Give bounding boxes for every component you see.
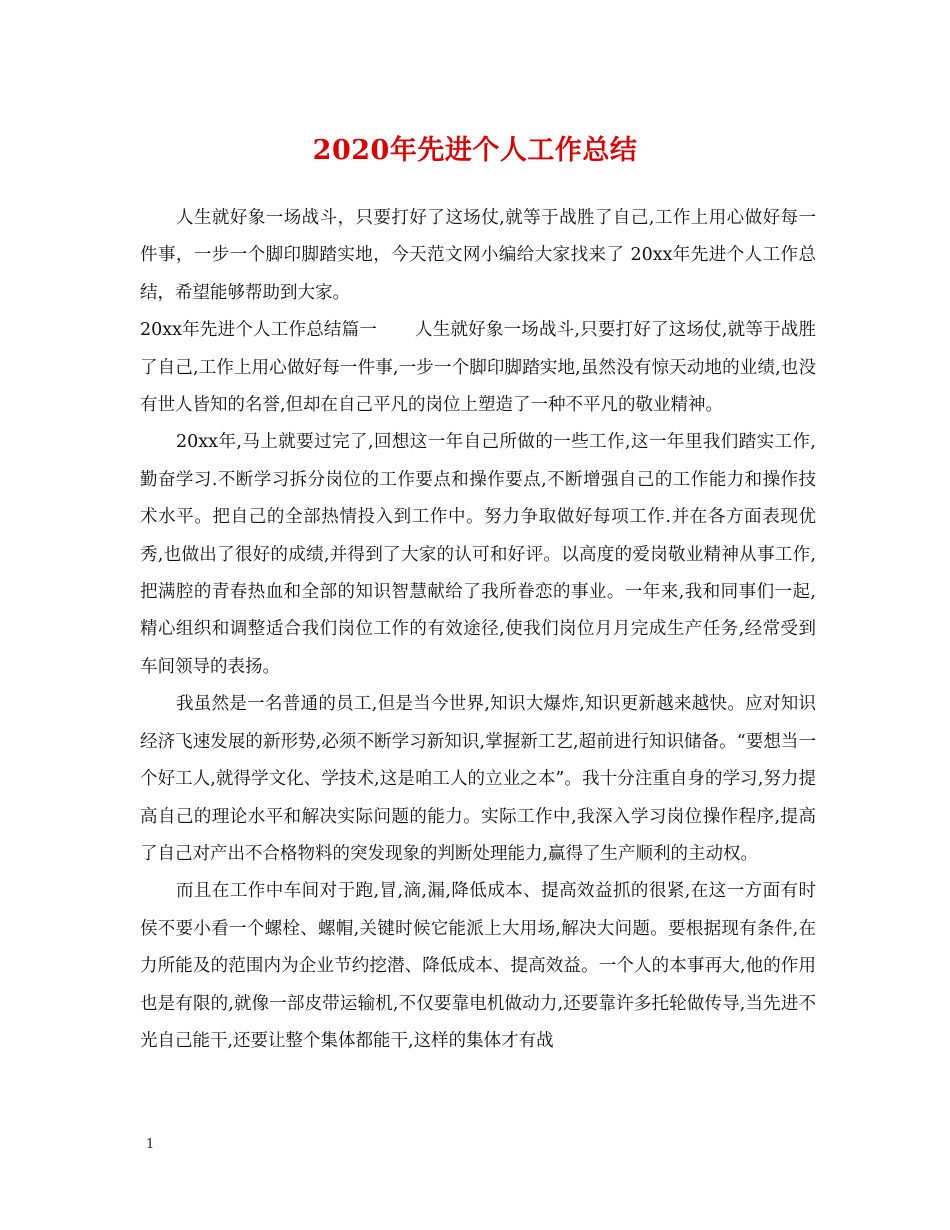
- page-number: 1: [146, 1137, 155, 1152]
- section-first-paragraph: [140, 312, 816, 424]
- paragraph-3: 我虽然是一名普通的员工,但是当今世界,知识大爆炸,知识更新越来越快。应对知识经济飞速发展的新形势,必须不断学习新知识,掌握新工艺,超前进行知识储备。“要想当一个好工人,就得学文化、学技术,这是咱工人的立业之本”。我十分注重自身的学习,努力提高自己的理论水平和解决实际问题的能力。实际工作中,我深入学习岗位操作程序,提高了自己对产出不合格物料的突发现象的判断处理能力,赢得了生产顺利的主动权。: [140, 694, 816, 864]
- paragraph-2: 20xx年,马上就要过完了,回想这一年自己所做的一些工作,这一年里我们踏实工作,勤奋学习.不断学习拆分岗位的工作要点和操作要点,不断增强自己的工作能力和操作技术水平。把自己的全部热情投入到工作中。努力争取做好每项工作.并在各方面表现优秀,也做出了很好的成绩,并得到了大家的认可和好评。以高度的爱岗敬业精神从事工作,把满腔的青春热血和全部的知识智慧献给了我所眷恋的事业。一年来,我和同事们一起,精心组织和调整适合我们岗位工作的有效途径,使我们岗位月月完成生产任务,经常受到车间领导的表扬。: [140, 432, 816, 677]
- document-body: [140, 200, 816, 1060]
- section-heading: 20xx年先进个人工作总结篇一: [140, 320, 378, 341]
- intro-paragraph: 人生就好象一场战斗，只要打好了这场仗,就等于战胜了自己,工作上用心做好每一件事，一步一个脚印脚踏实地，今天范文网小编给大家找来了 20xx年先进个人工作总结，希望能够帮助到大家。: [140, 208, 816, 303]
- document-title: 2020年先进个人工作总结: [312, 135, 638, 166]
- paragraph-4: 而且在工作中车间对于跑,冒,滴,漏,降低成本、提高效益抓的很紧,在这一方面有时侯不要小看一个螺栓、螺帽,关键时候它能派上大用场,解决大问题。要根据现有条件,在力所能及的范围内为企业节约挖潜、降低成本、提高效益。一个人的本事再大,他的作用也是有限的,就像一部皮带运输机,不仅要靠电机做动力,还要靠许多托轮做传导,当先进不光自己能干,还要让整个集体都能干,这样的集体才有战: [140, 881, 816, 1051]
- section-first-text: 人生就好象一场战斗,只要打好了这场仗,就等于战胜了自己,工作上用心做好每一件事,一步一个脚印脚踏实地,虽然没有惊天动地的业绩,也没有世人皆知的名誉,但却在自己平凡的岗位上塑造了一种不平凡的敬业精神。: [140, 320, 816, 416]
